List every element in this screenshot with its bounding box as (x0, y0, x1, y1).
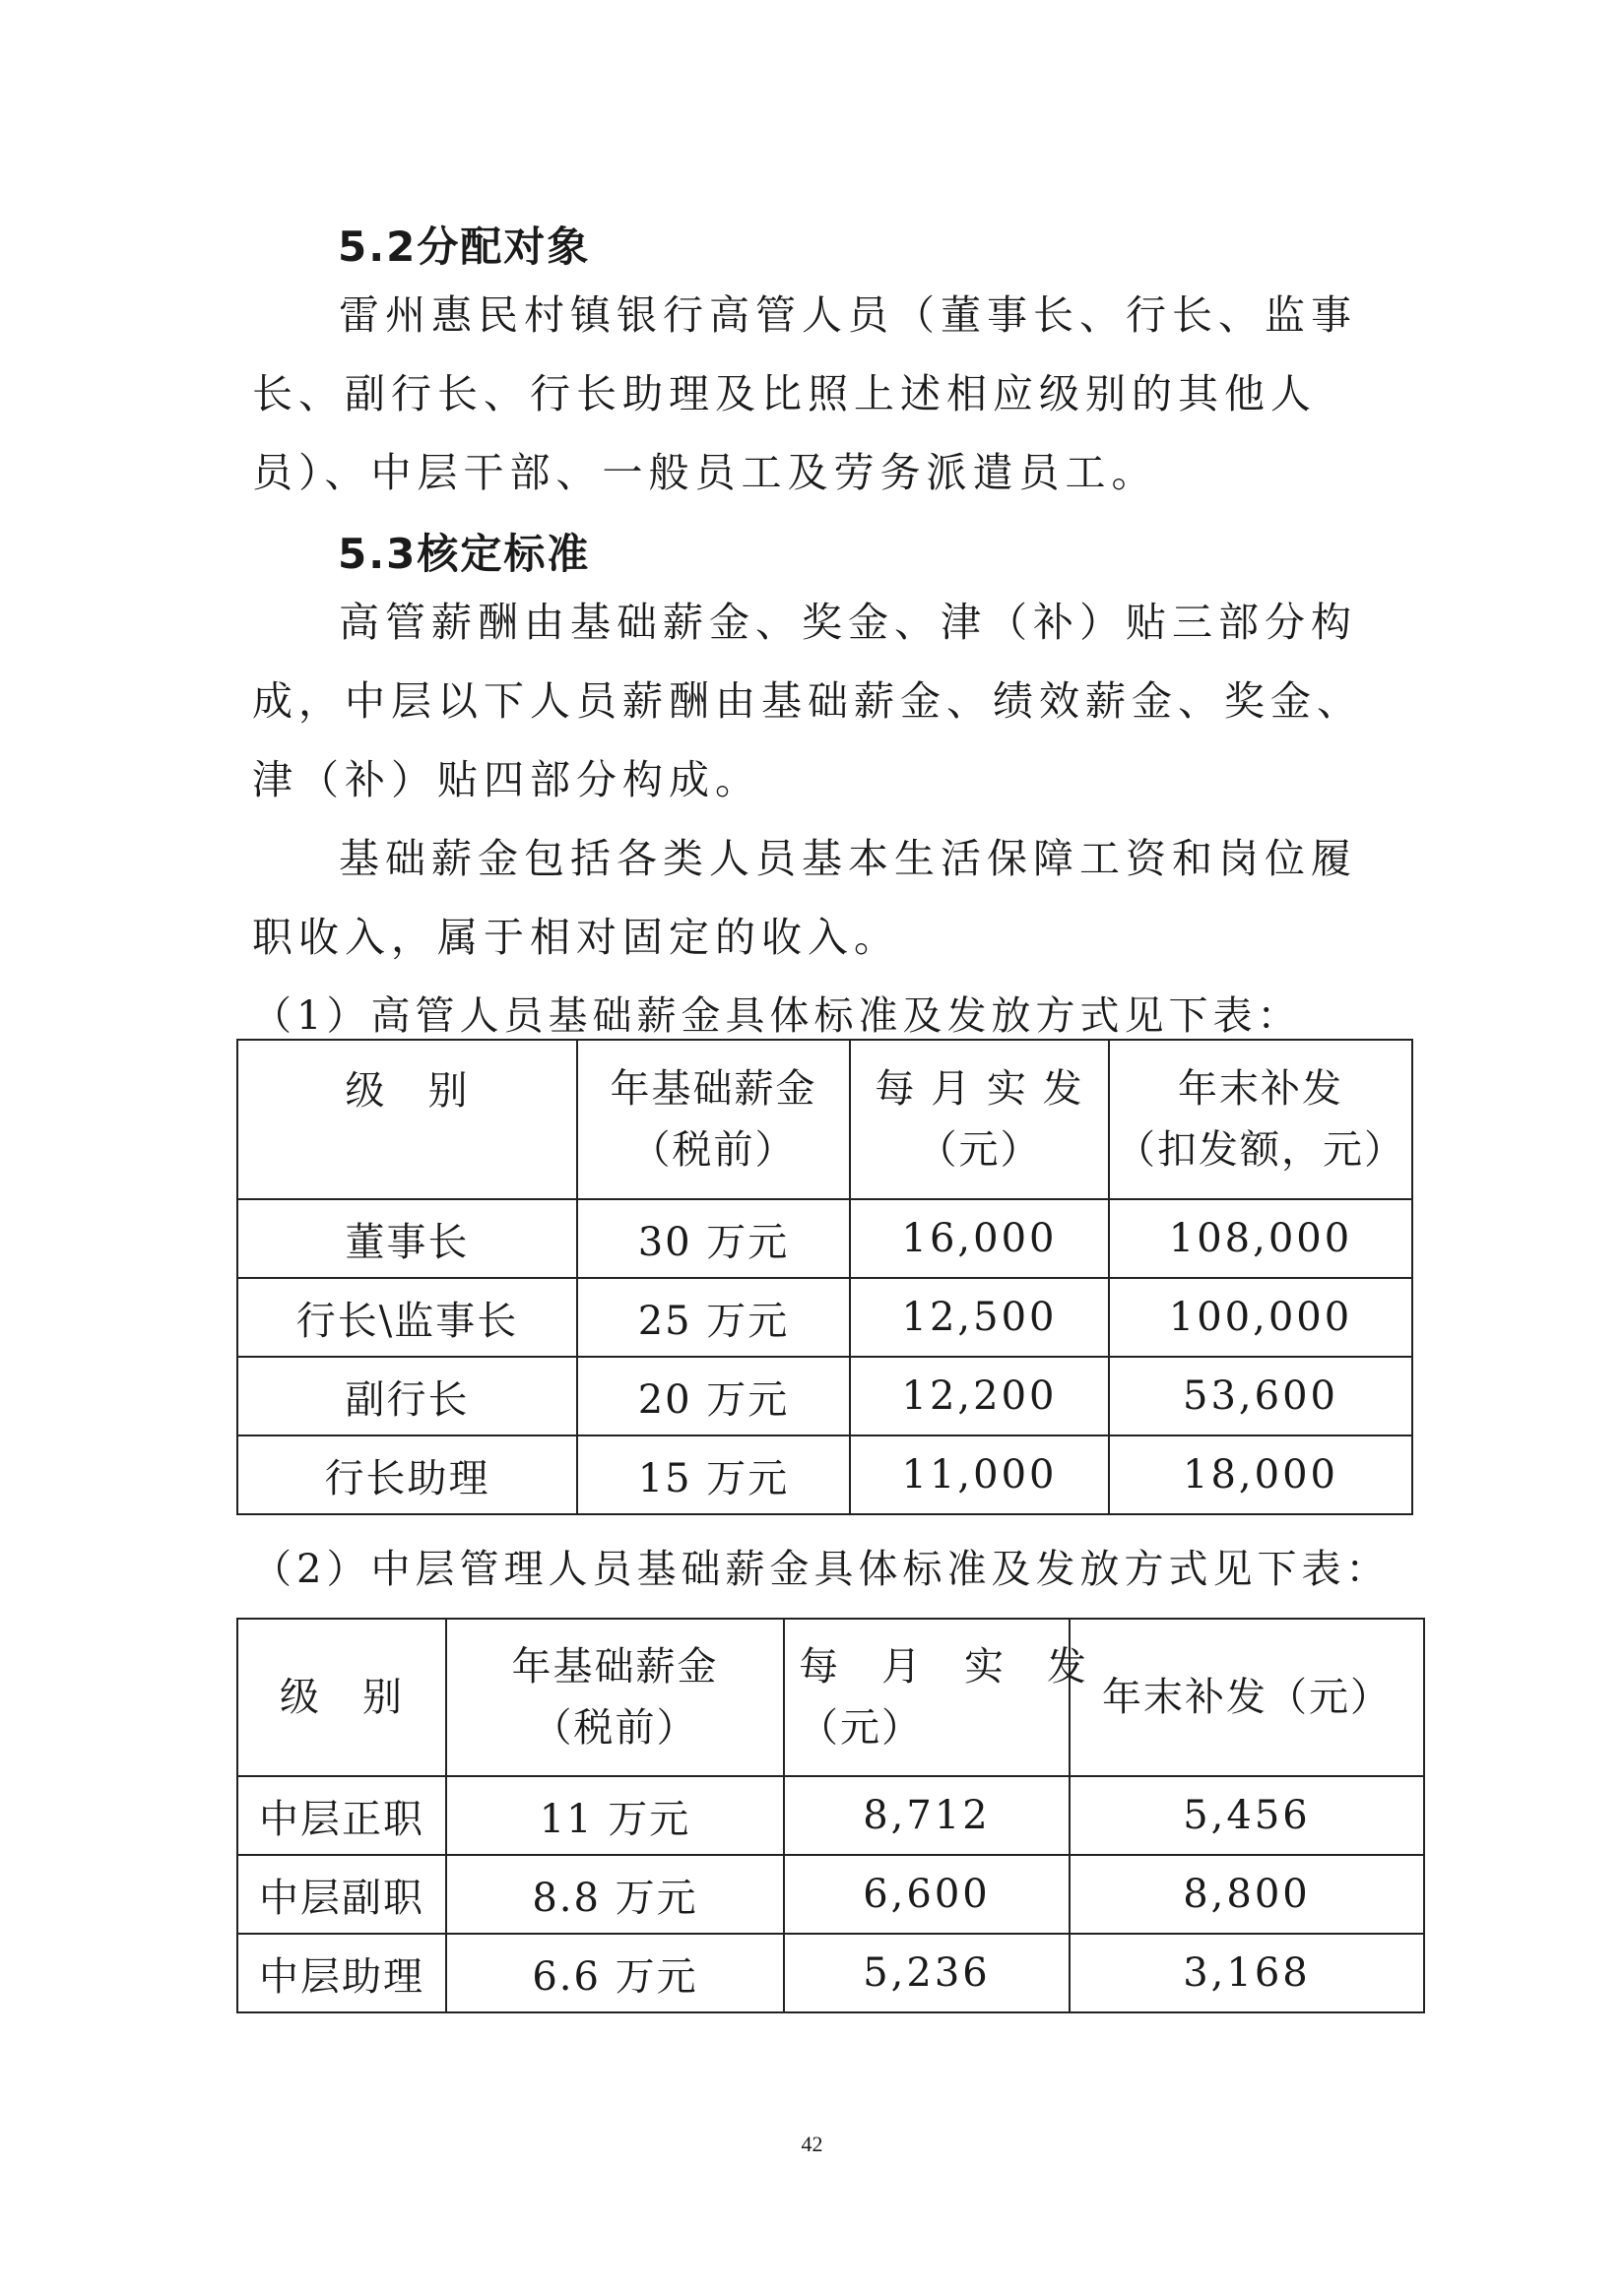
table1-header-row (237, 1040, 1412, 1199)
table1-cell: 20 万元 (577, 1357, 850, 1435)
table2-header-monthly: 每 月 实 发 （元） (784, 1619, 1070, 1776)
table1-header-yearend: 年末补发 （扣发额，元） (1109, 1040, 1412, 1199)
table1-cell: 15 万元 (577, 1435, 850, 1514)
table1-cell: 18,000 (1109, 1435, 1412, 1514)
section-5-3-para-2: 基础薪金包括各类人员基本生活保障工资和岗位履职收入，属于相对固定的收入。 (252, 835, 1357, 961)
table2-caption: （2）中层管理人员基础薪金具体标准及发放方式见下表： (252, 1547, 1391, 1592)
table1-caption: （1）高管人员基础薪金具体标准及发放方式见下表： (252, 993, 1302, 1039)
table1-cell: 董事长 (237, 1199, 577, 1278)
table1-cell: 53,600 (1109, 1357, 1412, 1435)
table1-cell: 25 万元 (577, 1278, 850, 1357)
table2-cell: 中层助理 (237, 1934, 446, 2012)
table1-header-level: 级 别 (237, 1040, 577, 1199)
table2-cell: 中层正职 (237, 1776, 446, 1855)
section-5-3-heading: 5.3核定标准 (338, 530, 591, 578)
senior-salary-table (236, 1039, 1413, 1515)
section-5-2-body: 雷州惠民村镇银行高管人员（董事长、行长、监事长、副行长、行长助理及比照上述相应级别的其他人员）、中层干部、一般员工及劳务派遣员工。 (252, 291, 1357, 496)
table1-cell: 副行长 (237, 1357, 577, 1435)
table1-cell: 行长\监事长 (237, 1278, 577, 1357)
table1-cell: 11,000 (850, 1435, 1109, 1514)
middle-salary-table (236, 1618, 1425, 2013)
table1-cell: 100,000 (1109, 1278, 1412, 1357)
table2-cell: 8,800 (1070, 1855, 1424, 1934)
table1-cell: 12,500 (850, 1278, 1109, 1357)
table2-cell: 6.6 万元 (446, 1934, 784, 2012)
table2-cell: 11 万元 (446, 1776, 784, 1855)
table2-cell: 8.8 万元 (446, 1855, 784, 1934)
table-row (237, 1934, 1424, 2012)
table1-cell: 12,200 (850, 1357, 1109, 1435)
table2-header-level: 级 别 (237, 1619, 446, 1776)
table2-cell: 8,712 (784, 1776, 1070, 1855)
table2-cell: 5,456 (1070, 1776, 1424, 1855)
table-row (237, 1776, 1424, 1855)
section-5-3-para-1: 高管薪酬由基础薪金、奖金、津（补）贴三部分构成，中层以下人员薪酬由基础薪金、绩效薪金、奖金、津（补）贴四部分构成。 (252, 599, 1363, 803)
table1-cell: 16,000 (850, 1199, 1109, 1278)
section-5-2-heading: 5.2分配对象 (338, 223, 591, 271)
table-row (237, 1435, 1412, 1514)
table1-cell: 108,000 (1109, 1199, 1412, 1278)
table-row (237, 1855, 1424, 1934)
table-row (237, 1278, 1412, 1357)
page-number: 42 (801, 2132, 823, 2156)
table2-header-annual: 年基础薪金 （税前） (446, 1619, 784, 1776)
table2-header-yearend: 年末补发（元） (1070, 1619, 1424, 1776)
table1-cell: 30 万元 (577, 1199, 850, 1278)
table2-cell: 中层副职 (237, 1855, 446, 1934)
table2-cell: 3,168 (1070, 1934, 1424, 2012)
table2-cell: 6,600 (784, 1855, 1070, 1934)
table2-cell: 5,236 (784, 1934, 1070, 2012)
table1-header-annual: 年基础薪金 （税前） (577, 1040, 850, 1199)
table1-cell: 行长助理 (237, 1435, 577, 1514)
table2-header-row (237, 1619, 1424, 1776)
table-row (237, 1357, 1412, 1435)
table-row (237, 1199, 1412, 1278)
table1-header-monthly: 每 月 实 发 （元） (850, 1040, 1109, 1199)
